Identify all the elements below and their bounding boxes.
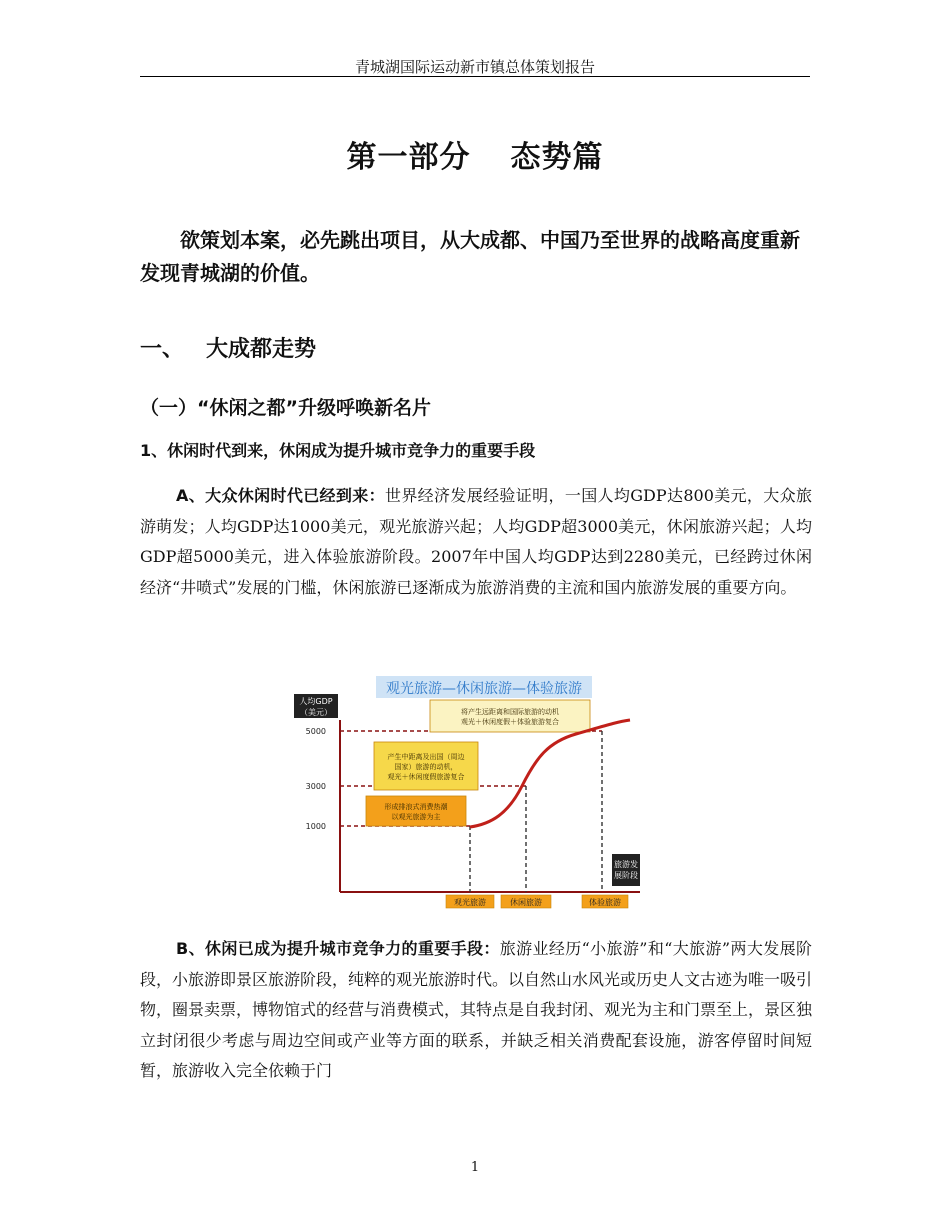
annotation-text: 以观光旅游为主 [391,813,441,821]
paragraph-b-text: 旅游业经历“小旅游”和“大旅游”两大发展阶段，小旅游即景区旅游阶段，纯粹的观光旅游时代。以自然山水风光或历史人文古迹为唯一吸引物，圈景卖票，博物馆式的经营与消费模式，其特点是自我封闭、观光为主和门票至上，景区独立封闭很少考虑与周边空间或产业等方面的联系，并缺乏相关消费配套设施，游客停留时间短暂，旅游收入完全依赖于门 [140,939,813,1080]
y-tick-label: 5000 [305,727,326,736]
part-title [140,132,810,176]
part-name: 态势篇 [510,140,604,175]
running-header: 青城湖国际运动新市镇总体策划报告 [354,58,595,76]
section-number: 一、 [140,337,185,362]
stage-label: 体验旅游 [589,898,621,907]
stage-label-layer [446,895,628,908]
paragraph-a [140,481,812,603]
section-title: 大成都走势 [206,337,317,362]
x-axis-label-box [612,854,640,886]
x-axis-label-line1: 旅游发 [614,860,638,869]
annotation-text: 观光＋休闲度假旅游复合 [387,773,465,781]
annotation-box [366,796,466,826]
annotation-text: 产生中距离及出国（周边 [387,753,465,761]
gdp-curve [470,720,630,827]
y-axis-label-line1: 人均GDP [299,697,333,706]
page-number: 1 [470,1160,480,1175]
subsection-heading: （一）“休闲之都”升级呼唤新名片 [140,397,431,419]
annotation-box [430,700,590,732]
item-heading: 1、休闲时代到来，休闲成为提升城市竞争力的重要手段 [140,441,536,460]
stage-label: 观光旅游 [454,898,486,907]
x-axis-label-line2: 展阶段 [614,871,638,880]
annotation-text: 观光＋休闲度假＋体验旅游复合 [461,718,559,726]
y-tick-label: 3000 [305,782,326,791]
part-label: 第一部分 [346,140,471,175]
annotation-layer [366,700,590,826]
y-axis-label-line2: （美元） [300,708,332,717]
stage-label: 休闲旅游 [510,898,542,907]
annotation-text: 国家）旅游的动机， [394,763,458,771]
section-heading [140,332,316,363]
chart-title: 观光旅游—休闲旅游—体验旅游 [386,681,582,697]
paragraph-b-lead: B、休闲已成为提升城市竞争力的重要手段： [176,939,500,958]
paragraph-a-text: 世界经济发展经验证明，一国人均GDP达800美元，大众旅游萌发；人均GDP达1000美元，观光旅游兴起；人均GDP超3000美元，休闲旅游兴起；人均GDP超5000美元，进入体验旅游阶段。2007年中国人均GDP达到2280美元，已经跨过休闲经济“井喷式”发展的门槛，休闲旅游已逐渐成为旅游消费的主流和国内旅游发展的重要方向。 [140,486,812,597]
intro-paragraph: 欲策划本案，必先跳出项目，从大成都、中国乃至世界的战略高度重新发现青城湖的价值。 [140,228,800,285]
header-rule [140,76,810,77]
y-tick-layer [306,727,326,831]
annotation-text: 将产生远距离和国际旅游的动机 [461,708,559,716]
paragraph-a-lead: A、大众休闲时代已经到来： [176,486,385,505]
gdp-tourism-chart [286,664,656,912]
annotation-text: 形成排浪式消费热潮 [384,803,448,811]
paragraph-b [140,934,812,1087]
y-tick-label: 1000 [305,822,326,831]
